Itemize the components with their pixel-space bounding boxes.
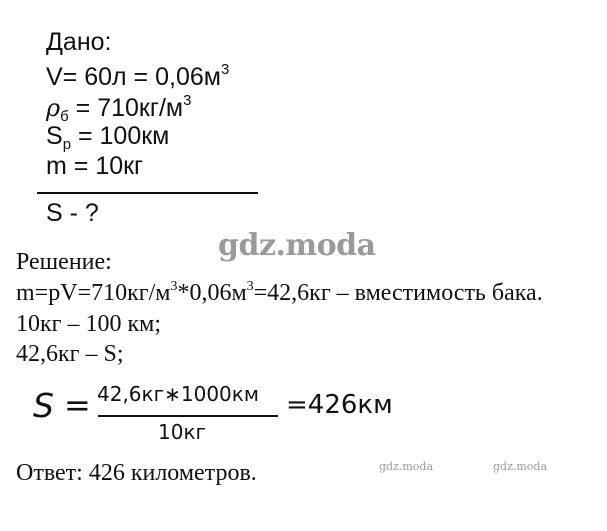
given-volume-exponent: 3 <box>220 61 230 78</box>
given-divider <box>37 192 258 194</box>
solution-line-2: 10кг – 100 км; <box>16 311 162 337</box>
given-density-symbol: ρ <box>46 94 61 122</box>
solution-line-1-exponent-2: 3 <box>246 279 254 294</box>
given-distance-symbol: S <box>46 122 63 150</box>
given-density-text: = 710кг/м <box>68 94 184 122</box>
given-volume <box>46 63 229 91</box>
formula <box>0 370 420 450</box>
solution-heading: Решение: <box>16 249 112 275</box>
given-find: S - ? <box>46 199 99 227</box>
formula-numerator: 42,6кг∗1000км <box>97 382 259 406</box>
solution-line-1-part-c: =42,6кг – вместимость бака. <box>253 280 543 306</box>
formula-fraction-bar <box>98 415 278 417</box>
watermark-small-2: gdz.moda <box>493 460 548 473</box>
formula-result: =426км <box>286 390 393 420</box>
given-mass: m = 10кг <box>46 152 144 180</box>
formula-lhs: S <box>33 386 54 425</box>
given-density-subscript: б <box>60 108 69 125</box>
given-density <box>46 92 192 125</box>
answer-line: Ответ: 426 километров. <box>16 460 257 486</box>
solution-line-1-part-a: m=pV=710кг/м <box>16 280 171 306</box>
watermark-small-1: gdz.moda <box>379 460 434 473</box>
given-distance-text: = 100км <box>71 122 170 150</box>
given-distance <box>46 122 170 153</box>
watermark-main: gdz.moda <box>218 228 376 263</box>
solution-line-3: 42,6кг – S; <box>16 341 124 367</box>
formula-equals: = <box>64 386 91 424</box>
given-density-exponent: 3 <box>183 92 192 109</box>
formula-denominator: 10кг <box>158 420 207 444</box>
solution-line-1-exponent-1: 3 <box>170 279 178 294</box>
solution-line-1-part-b: *0,06м <box>177 280 247 306</box>
given-distance-subscript: р <box>62 136 72 153</box>
given-volume-text: V= 60л = 0,06м <box>46 63 221 91</box>
given-title: Дано: <box>46 28 112 56</box>
solution-line-1 <box>16 279 543 307</box>
